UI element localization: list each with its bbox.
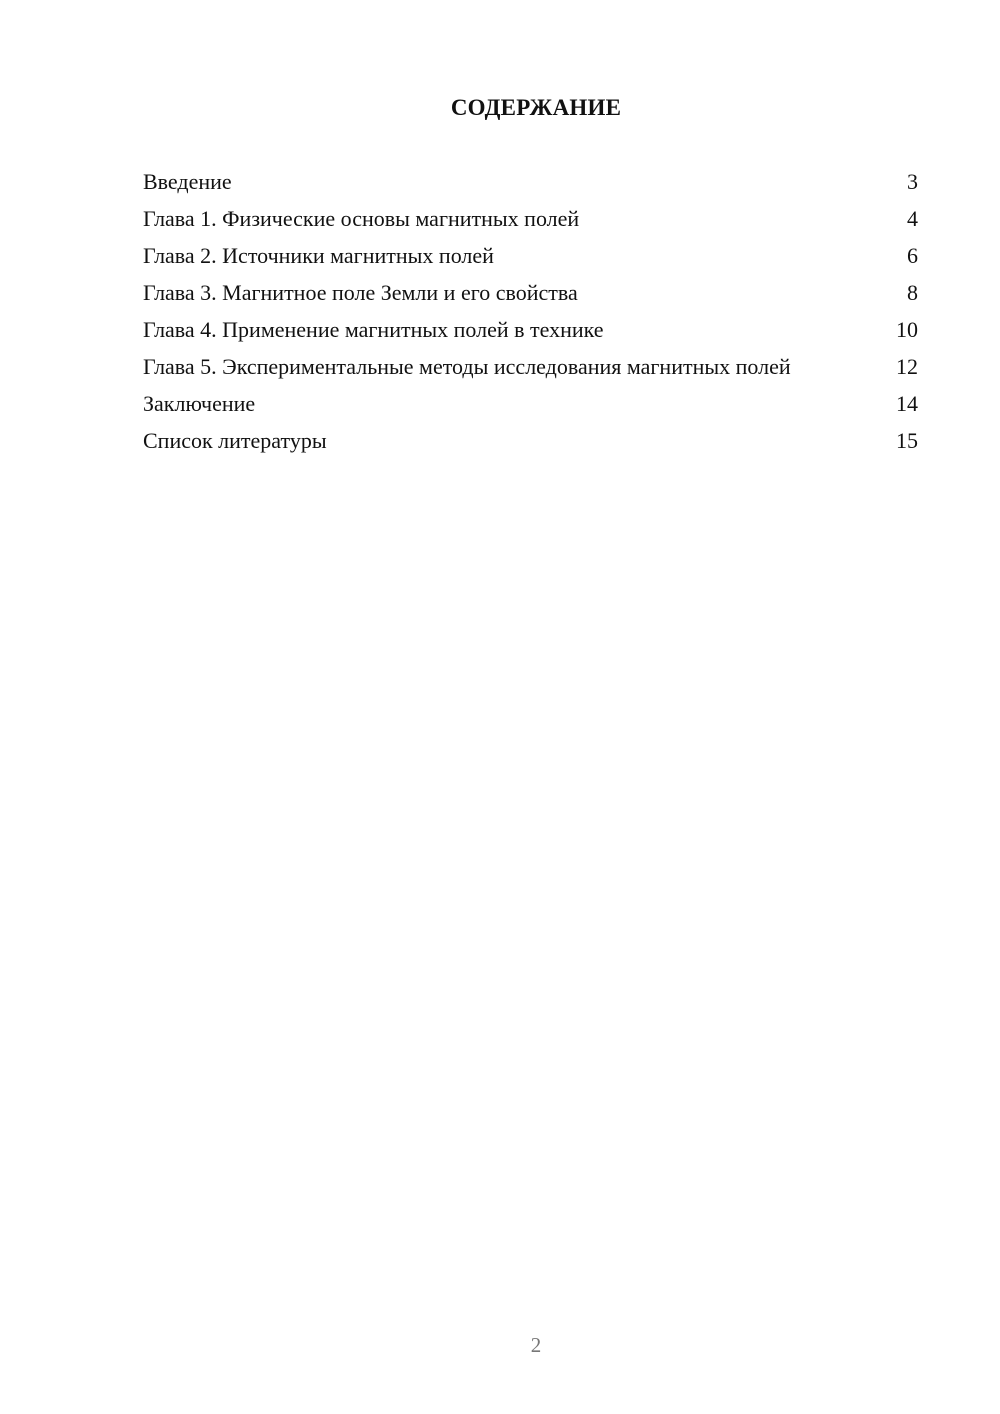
- toc-entry-text: Глава 4. Применение магнитных полей в технике: [143, 317, 604, 342]
- toc-entry-chapter-2: [143, 242, 918, 270]
- toc-entry-page: 15: [896, 428, 918, 453]
- toc-entry-chapter-5: [143, 353, 918, 381]
- toc-entry-page: 4: [907, 206, 918, 231]
- toc-entry-text: Введение: [143, 169, 232, 194]
- toc-entry-text: Глава 5. Экспериментальные методы исследования магнитных полей: [143, 354, 791, 379]
- toc-entry-text: Глава 1. Физические основы магнитных полей: [143, 206, 580, 231]
- toc-entry-text: Глава 3. Магнитное поле Земли и его свойства: [143, 280, 578, 305]
- page-number: 2: [530, 1333, 542, 1357]
- toc-entry-text: Список литературы: [143, 428, 327, 453]
- toc-entry-page: 6: [907, 243, 918, 268]
- toc-entry-page: 3: [907, 169, 918, 194]
- toc-entry-text: Заключение: [143, 391, 256, 416]
- toc-entry-page: 12: [896, 354, 918, 379]
- toc-entry-page: 10: [896, 317, 918, 342]
- toc-entry-introduction: [143, 168, 918, 196]
- toc-title: СОДЕРЖАНИЕ: [450, 95, 622, 120]
- toc-entry-references: [143, 427, 918, 455]
- toc-entry-chapter-3: [143, 279, 918, 307]
- toc-entry-text: Глава 2. Источники магнитных полей: [143, 243, 494, 268]
- toc-entry-page: 8: [907, 280, 918, 305]
- table-of-contents: [143, 168, 918, 464]
- toc-entry-chapter-4: [143, 316, 918, 344]
- toc-entry-conclusion: [143, 390, 918, 418]
- toc-entry-chapter-1: [143, 205, 918, 233]
- toc-entry-page: 14: [896, 391, 918, 416]
